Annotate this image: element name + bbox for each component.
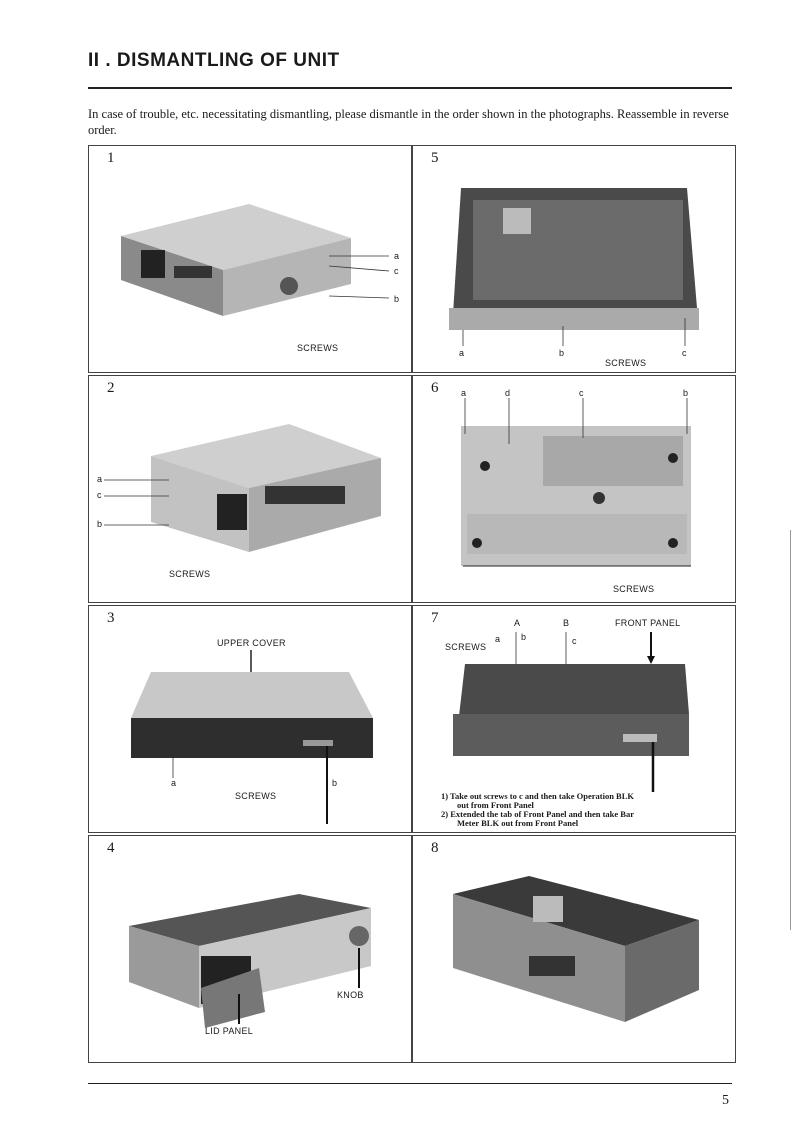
note-line-4: Meter BLK out from Front Panel	[457, 818, 579, 828]
label-a: a	[97, 474, 103, 484]
label-b: b	[394, 294, 400, 304]
label-a: a	[459, 348, 465, 358]
panel-number: 4	[107, 840, 115, 856]
photo-panel-3	[88, 605, 412, 833]
panel-number: 7	[431, 610, 439, 626]
label-B: B	[563, 618, 570, 628]
unit-interior-photo	[413, 146, 735, 372]
panel-number: 3	[107, 610, 115, 626]
label-b: b	[559, 348, 565, 358]
unit-bottom-photo	[413, 376, 735, 602]
panel-number: 6	[431, 380, 439, 396]
front-panel-label: FRONT PANEL	[615, 618, 681, 628]
note-line-1: 1) Take out screws to c and then take Operation BLK	[441, 791, 634, 801]
label-c: c	[682, 348, 687, 358]
photo-panel-5	[412, 145, 736, 373]
footer-rule	[88, 1083, 732, 1084]
label-c: c	[394, 266, 399, 276]
caption: SCREWS	[297, 343, 339, 353]
photo-panel-7	[412, 605, 736, 833]
caption: SCREWS	[605, 358, 647, 368]
photo-panel-4	[88, 835, 412, 1063]
panel-number: 1	[107, 150, 115, 166]
caption: SCREWS	[169, 569, 211, 579]
label-b: b	[683, 388, 689, 398]
note-line-2: out from Front Panel	[457, 800, 534, 810]
unit-side-photo	[89, 376, 411, 602]
intro-paragraph: In case of trouble, etc. necessitating dismantling, please dismantle in the order shown in the photographs. Reassemble in reverse order.	[88, 107, 729, 137]
caption: SCREWS	[613, 584, 655, 594]
label-d: d	[505, 388, 511, 398]
title-rule	[88, 87, 732, 89]
label-a: a	[394, 251, 400, 261]
label-b: b	[97, 519, 103, 529]
label-b: b	[521, 632, 527, 642]
screws-label: SCREWS	[445, 642, 487, 652]
upper-cover-label: UPPER COVER	[217, 638, 286, 648]
unit-front-photo	[89, 146, 411, 372]
label-A: A	[514, 618, 521, 628]
page-number: 5	[722, 1093, 729, 1108]
label-a: a	[171, 778, 177, 788]
photo-panel-1	[88, 145, 412, 373]
photo-panel-8	[412, 835, 736, 1063]
panel-number: 5	[431, 150, 439, 166]
label-b: b	[332, 778, 338, 788]
unit-chassis-photo	[413, 836, 735, 1062]
label-a: a	[495, 634, 501, 644]
label-c: c	[579, 388, 584, 398]
page-title: II . DISMANTLING OF UNIT	[88, 50, 340, 71]
knob-label: KNOB	[337, 990, 364, 1000]
label-a: a	[461, 388, 467, 398]
panel-number: 8	[431, 840, 439, 856]
label-c: c	[572, 636, 577, 646]
photo-panel-6	[412, 375, 736, 603]
scan-edge	[790, 530, 791, 930]
caption: SCREWS	[235, 791, 277, 801]
note-line-3: 2) Extended the tab of Front Panel and then take Bar	[441, 809, 634, 819]
photo-panel-2	[88, 375, 412, 603]
lid-panel-label: LID PANEL	[205, 1026, 254, 1036]
panel-number: 2	[107, 380, 115, 396]
label-c: c	[97, 490, 102, 500]
